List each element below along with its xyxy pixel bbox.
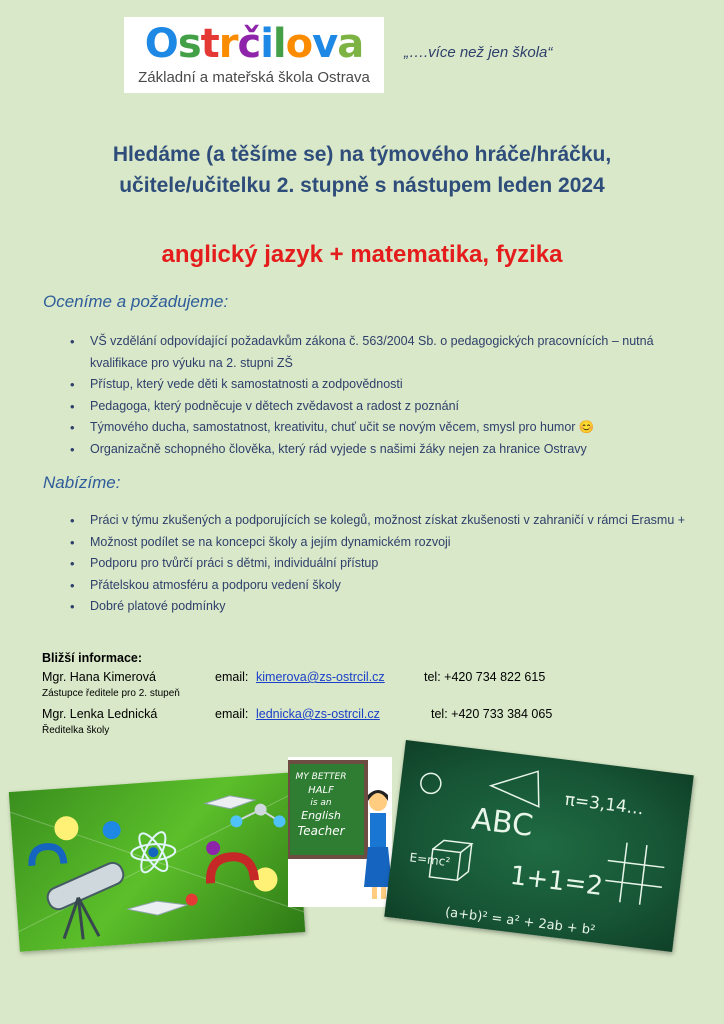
board-formula: (a+b)² = a² + 2ab + b² [444, 905, 597, 939]
list-item: • Přístup, který vede děti k samostatnosti a zodpovědnosti [64, 374, 694, 396]
school-logo [124, 17, 384, 93]
teacher-artwork [288, 757, 392, 907]
logo-letter: a [337, 21, 364, 67]
headline-line-2: učitele/učitelku 2. stupně s nástupem leden 2024 [119, 174, 605, 197]
list-item: • VŠ vzdělání odpovídající požadavkům zákona č. 563/2004 Sb. o pedagogických pracovnících – nutná kvalifikace pro výuku na 2. stupni ZŠ [64, 331, 694, 374]
contact-name-2: Mgr. Lenka Lednická [42, 707, 158, 721]
contact-role-1: Zástupce ředitele pro 2. stupeň [42, 688, 180, 699]
board-sum: 1+1=2 [508, 860, 605, 902]
sphere-icon [206, 841, 221, 856]
requirements-title: Oceníme a požadujeme: [43, 292, 229, 311]
list-item: • Dobré platové podmínky [64, 596, 694, 618]
logo-letter: č [237, 21, 261, 67]
contact-phone-1: tel: +420 734 822 615 [424, 670, 546, 684]
contact-block [42, 649, 682, 741]
logo-letter: i [260, 21, 273, 67]
board-energy: E=mc² [408, 850, 451, 870]
poster-line-4: English [301, 809, 341, 822]
list-item: • Týmového ducha, samostatnost, kreativitu, chuť učit se novým věcem, smysl pro humor 😊 [64, 417, 694, 439]
logo-letter: s [177, 21, 201, 67]
contact-row-2 [42, 704, 682, 724]
list-item: • Organizačně schopného člověka, který rád vyjede s našimi žáky nejen za hranice Ostravy [64, 439, 694, 461]
contact-email-link-1[interactable]: kimerova@zs-ostrcil.cz [256, 670, 385, 684]
requirements-list [64, 331, 694, 460]
sphere-icon [185, 893, 198, 906]
magnet-icon [31, 846, 64, 866]
light-bulb-icon [54, 815, 80, 841]
bulb-doodle-icon [420, 772, 442, 794]
telescope-icon [43, 859, 131, 942]
atom-icon [130, 828, 177, 877]
offer-list [64, 510, 694, 618]
science-icons [9, 772, 305, 952]
contact-email-label-2: email: [215, 707, 249, 721]
contact-email-label-1: email: [215, 670, 249, 684]
logo-letter: r [218, 21, 238, 67]
magnet-icon [209, 855, 255, 883]
math-chalkboard-image [384, 740, 694, 952]
board-pi: π=3,14… [563, 789, 645, 820]
logo-letter: O [144, 21, 178, 67]
list-item: • Přátelskou atmosféru a podporu vedení školy [64, 575, 694, 597]
subjects-heading: anglický jazyk + matematika, fyzika [161, 241, 563, 268]
english-teacher-illustration [288, 757, 392, 907]
headline [40, 139, 684, 201]
logo-letter: v [312, 21, 338, 67]
board-abc: ABC [469, 801, 535, 844]
logo-wordmark [124, 21, 384, 67]
triangle-icon [489, 766, 543, 807]
list-item: • Pedagoga, který podněcuje v dětech zvědavost a radost z poznání [64, 396, 694, 418]
motto: „….více než jen škola“ [404, 44, 553, 61]
contact-email-link-2[interactable]: lednicka@zs-ostrcil.cz [256, 707, 380, 721]
logo-subtitle: Základní a mateřská škola Ostrava [138, 69, 370, 86]
contact-phone-2: tel: +420 733 384 065 [431, 707, 553, 721]
logo-letter: t [200, 21, 219, 67]
logo-letter: o [285, 21, 313, 67]
list-item: • Práci v týmu zkušených a podporujících se kolegů, možnost získat zkušenosti v zahraničí v rámci Erasmu + [64, 510, 694, 532]
sphere-icon [102, 820, 121, 839]
chalkboard-artwork [384, 740, 694, 952]
poster-line-5: Teacher [297, 824, 345, 838]
logo-letter: l [272, 21, 286, 67]
list-item: • Možnost podílet se na koncepci školy a jejím dynamickém rozvoji [64, 532, 694, 554]
science-illustration [9, 772, 305, 952]
poster-line-2: HALF [308, 785, 334, 796]
poster-line-1: MY BETTER [295, 772, 347, 782]
poster-line-3: is an [310, 798, 332, 808]
contact-row-1 [42, 667, 682, 687]
offer-title: Nabízíme: [43, 473, 121, 492]
contact-title: Bližší informace: [42, 651, 143, 665]
list-item: • Podporu pro tvůrčí práci s dětmi, individuální přístup [64, 553, 694, 575]
contact-role-2: Ředitelka školy [42, 725, 110, 736]
contact-name-1: Mgr. Hana Kimerová [42, 670, 156, 684]
tic-tac-toe-icon [603, 841, 667, 907]
headline-line-1: Hledáme (a těšíme se) na týmového hráče/hráčku, [112, 143, 612, 166]
